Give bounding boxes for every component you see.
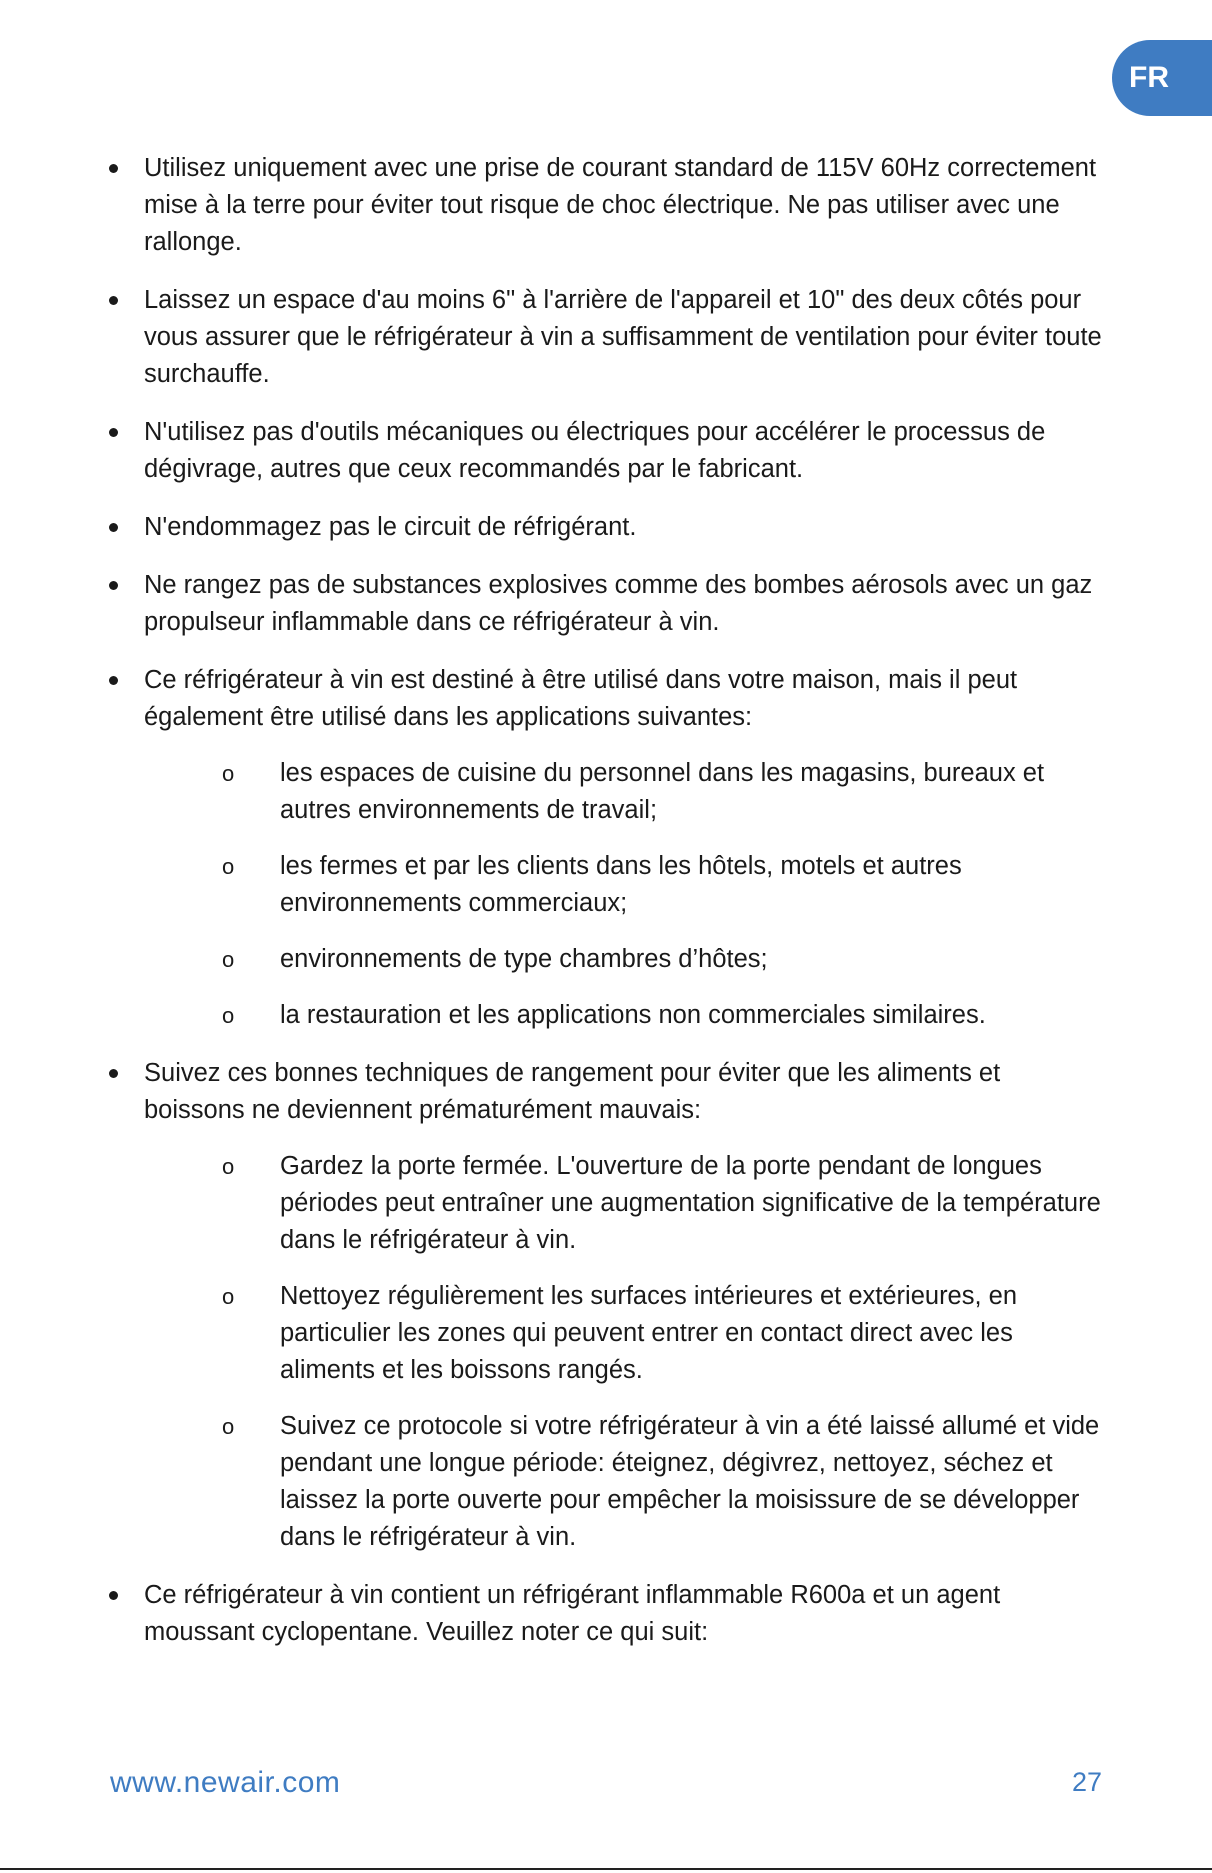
bullet-text: Ce réfrigérateur à vin contient un réfrigérant inflammable R600a et un agent moussant cyclopentane. Veuillez noter ce qui suit: (144, 1581, 1001, 1646)
hollow-bullet-icon: o (222, 1003, 235, 1028)
hollow-bullet-icon: o (222, 1154, 235, 1179)
language-label: FR (1129, 61, 1169, 94)
bullet-dot-icon (109, 164, 118, 173)
hollow-bullet-icon: o (222, 1284, 235, 1309)
sub-list-item (144, 1148, 1104, 1259)
page-number: 27 (1071, 1767, 1102, 1797)
sub-list (144, 1148, 1104, 1556)
sub-list-text: les fermes et par les clients dans les hôtels, motels et autres environnements commerciaux; (280, 852, 962, 917)
hollow-bullet-icon: o (222, 854, 235, 879)
bullet-text: Ce réfrigérateur à vin est destiné à être utilisé dans votre maison, mais il peut également être utilisé dans les applications suivantes: (144, 666, 1018, 731)
hollow-bullet-icon: o (222, 1414, 235, 1439)
sub-list-item (144, 755, 1104, 829)
bullet-dot-icon (109, 428, 118, 437)
sub-list-text: Suivez ce protocole si votre réfrigérateur à vin a été laissé allumé et vide pendant une longue période: éteignez, dégivrez, nettoyez, séchez et laissez la porte ouverte pour empêcher la moisissure de se développer dans le réfrigérateur à vin. (280, 1412, 1100, 1551)
bullet-item (104, 509, 1104, 546)
bullet-text: N'utilisez pas d'outils mécaniques ou électriques pour accélérer le processus de dégivrage, autres que ceux recommandés par le fabricant. (144, 418, 1046, 483)
sub-list-text: Nettoyez régulièrement les surfaces intérieures et extérieures, en particulier les zones qui peuvent entrer en contact direct avec les aliments et les boissons rangés. (280, 1282, 1018, 1384)
sub-list-item (144, 848, 1104, 922)
sub-list-text: environnements de type chambres d’hôtes; (280, 945, 768, 973)
bullet-item (104, 1577, 1104, 1651)
bullet-text: Utilisez uniquement avec une prise de courant standard de 115V 60Hz correctement mise à la terre pour éviter tout risque de choc électrique. Ne pas utiliser avec une rallonge. (144, 154, 1097, 256)
bullet-dot-icon (109, 1591, 118, 1600)
bullet-text: Laissez un espace d'au moins 6" à l'arrière de l'appareil et 10" des deux côtés pour vous assurer que le réfrigérateur à vin a suffisamment de ventilation pour éviter toute surchauffe. (144, 286, 1102, 388)
bottom-divider (0, 1868, 1212, 1870)
bullet-dot-icon (109, 1069, 118, 1078)
hollow-bullet-icon: o (222, 947, 235, 972)
bullet-dot-icon (109, 523, 118, 532)
bullet-item (104, 414, 1104, 488)
bullet-item (104, 282, 1104, 393)
sub-list (144, 755, 1104, 1034)
bullet-dot-icon (109, 581, 118, 590)
bullet-item (104, 567, 1104, 641)
sub-list-item (144, 941, 1104, 978)
bullet-item (104, 150, 1104, 261)
bullet-dot-icon (109, 676, 118, 685)
bullet-item (104, 662, 1104, 1034)
bullet-item (104, 1055, 1104, 1556)
bullet-text: Suivez ces bonnes techniques de rangement pour éviter que les aliments et boissons ne deviennent prématurément mauvais: (144, 1059, 1001, 1124)
safety-instructions-list (104, 150, 1104, 1672)
bullet-text: N'endommagez pas le circuit de réfrigérant. (144, 513, 637, 541)
bullet-text: Ne rangez pas de substances explosives comme des bombes aérosols avec un gaz propulseur inflammable dans ce réfrigérateur à vin. (144, 571, 1093, 636)
sub-list-item (144, 1278, 1104, 1389)
language-tab (1112, 40, 1212, 116)
sub-list-text: la restauration et les applications non commerciales similaires. (280, 1001, 986, 1029)
sub-list-item (144, 997, 1104, 1034)
sub-list-text: les espaces de cuisine du personnel dans les magasins, bureaux et autres environnements de travail; (280, 759, 1045, 824)
sub-list-text: Gardez la porte fermée. L'ouverture de la porte pendant de longues périodes peut entraîner une augmentation significative de la température dans le réfrigérateur à vin. (280, 1152, 1101, 1254)
footer-website-link[interactable]: www.newair.com (110, 1766, 341, 1799)
hollow-bullet-icon: o (222, 761, 235, 786)
sub-list-item (144, 1408, 1104, 1556)
bullet-dot-icon (109, 296, 118, 305)
